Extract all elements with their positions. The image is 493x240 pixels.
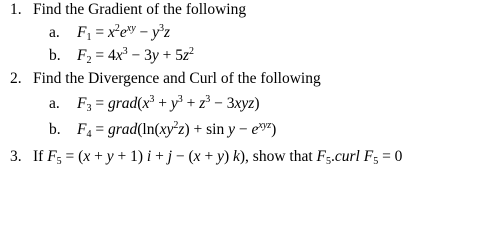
question-2b-label: b. xyxy=(49,121,61,138)
question-2a-label: a. xyxy=(49,95,60,112)
question-2-number: 2. xyxy=(10,70,22,87)
question-1a-expression: $F_1 = x^2e^{xy} - y^3z$ xyxy=(77,23,171,43)
question-3-expression: If $F_5 = (x + y + 1) i + j - (x + y)$ k), show that $F_5.curl$ $F_5 = 0$ xyxy=(33,148,403,167)
question-1b-expression: $F_2 = 4x^3 - 3y + 5z^2$ xyxy=(77,46,195,66)
question-1-number: 1. xyxy=(10,1,22,18)
question-2a-expression: $F_3$ = $grad(x^3 + y^3 + z^3 - 3xyz)$ xyxy=(77,94,260,114)
question-2b-expression: $F_4$ = $grad(\ln(xy^2z) + \sin y - e^{xyz})$ xyxy=(77,120,277,140)
question-1-title: Find the Gradient of the following xyxy=(33,1,247,18)
question-1b-label: b. xyxy=(49,47,61,64)
question-3-number: 3. xyxy=(10,148,22,165)
question-2-title: Find the Divergence and Curl of the following xyxy=(33,70,321,87)
question-1a-label: a. xyxy=(49,24,60,41)
